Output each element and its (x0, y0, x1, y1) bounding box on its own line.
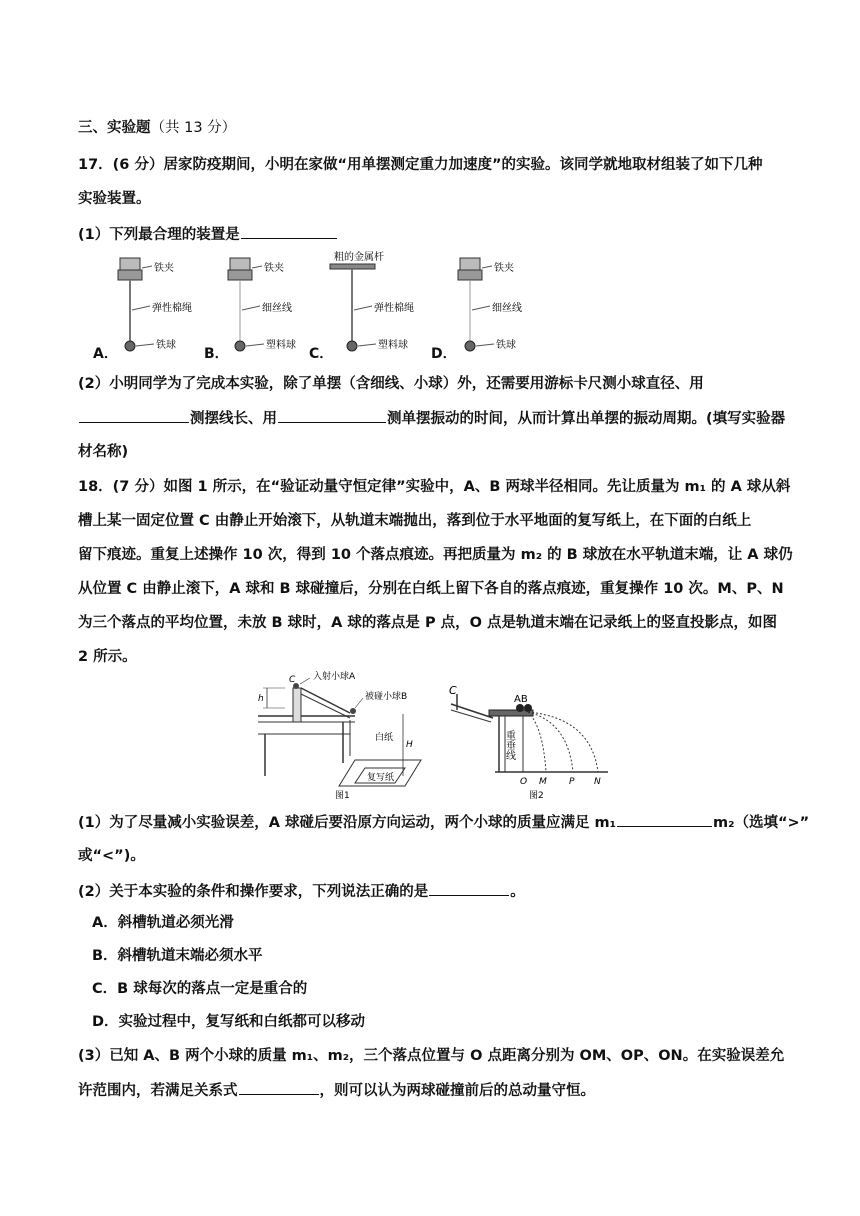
b-bottom-label: 塑料球 (266, 340, 296, 351)
c-top-label: 粗的金属杆 (334, 252, 384, 263)
c-bottom-label: 塑料球 (378, 340, 408, 351)
option-c-label[interactable]: C． (309, 346, 334, 362)
point-p-label: P (569, 777, 575, 787)
apparatus-d (458, 258, 522, 351)
q18-part1-line2: 或“<”)。 (78, 848, 145, 864)
choice-a[interactable]: A．斜槽轨道必须光滑 (92, 915, 234, 931)
fig1-caption: 图1 (335, 791, 350, 801)
answer-blank[interactable] (278, 408, 386, 423)
answer-blank[interactable] (617, 812, 712, 827)
b-mid-label: 细丝线 (262, 303, 292, 314)
fig2-caption: 图2 (529, 791, 544, 801)
q18-stem-line1: 18．(7 分）如图 1 所示，在“验证动量守恒定律”实验中，A、B 两球半径相同。先让质量为 m₁ 的 A 球从斜 (78, 479, 791, 495)
choice-b[interactable]: B．斜槽轨道末端必须水平 (92, 948, 263, 964)
c-mid-label: 弹性棉绳 (374, 303, 414, 314)
q18-stem-line4: 从位置 C 由静止滚下，A 球和 B 球碰撞后，分别在白纸上留下各自的落点痕迹，重复操作 10 次。M、P、N (78, 581, 784, 597)
plumb-line-label: 重垂线 (503, 730, 515, 760)
answer-blank[interactable] (239, 1080, 319, 1095)
fig2-c-label: C (449, 684, 457, 697)
point-m-label: M (539, 777, 547, 787)
q17-part2-line1: (2）小明同学为了完成本实验，除了单摆（含细线、小球）外，还需要用游标卡尺测小球直径、用 (78, 376, 704, 392)
q18-part1-line1 (78, 812, 809, 833)
b-top-label: 铁夹 (264, 263, 284, 274)
option-a-label[interactable]: A． (93, 346, 118, 362)
option-d-label[interactable]: D． (431, 346, 457, 362)
apparatus-c (330, 250, 414, 351)
fig2-ab-label: AB (514, 694, 528, 705)
point-n-label: N (594, 777, 601, 787)
a-mid-label: 弹性棉绳 (152, 303, 192, 314)
q17-part2-text-b: 测单摆振动的时间，从而计算出单摆的振动周期。(填写实验器 (387, 411, 786, 427)
fig1-c-label: C (289, 675, 296, 685)
q18-part2-text: (2）关于本实验的条件和操作要求，下列说法正确的是 (78, 884, 429, 900)
q18-stem-line5: 为三个落点的平均位置，未放 B 球时，A 球的落点是 P 点，O 点是轨道末端在记录纸上的竖直投影点，如图 (78, 615, 778, 631)
apparatus-a (118, 258, 192, 351)
d-bottom-label: 铁球 (496, 340, 516, 351)
d-top-label: 铁夹 (494, 263, 514, 274)
q17-stem-line2: 实验装置。 (78, 191, 151, 207)
figure-1 (255, 668, 445, 803)
q18-part2-end: 。 (510, 884, 525, 900)
choice-c[interactable]: C．B 球每次的落点一定是重合的 (92, 981, 308, 997)
section-points: （共 13 分） (150, 120, 237, 136)
choice-d[interactable]: D．实验过程中，复写纸和白纸都可以移动 (92, 1014, 366, 1030)
q17-part1-text: (1）下列最合理的装置是 (78, 227, 240, 243)
q18-stem-line3: 留下痕迹。重复上述操作 10 次，得到 10 个落点痕迹。再把质量为 m₂ 的 B 球放在水平轨道末端，让 A 球仍 (78, 547, 793, 563)
a-bottom-label: 铁球 (156, 340, 176, 351)
q18-stem-line2: 槽上某一固定位置 C 由静止开始滚下，从轨道末端抛出，落到位于水平地面的复写纸上，在下面的白纸上 (78, 513, 752, 529)
q17-stem-line1: 17．(6 分）居家防疫期间，小明在家做“用单摆测定重力加速度”的实验。该同学就地取材组装了如下几种 (78, 157, 763, 173)
q18-part3-text-b: ，则可以认为两球碰撞前后的总动量守恒。 (319, 1083, 595, 1099)
figure-2 (443, 682, 613, 802)
answer-blank[interactable] (429, 881, 509, 896)
a-top-label: 铁夹 (154, 263, 174, 274)
q17-part2-line2 (78, 408, 785, 429)
section-title: 三、实验题 (78, 120, 151, 136)
fig1-H-label: H (406, 740, 413, 750)
q18-part2 (78, 881, 525, 902)
q18-part3-text-a: 许范围内，若满足关系式 (78, 1083, 238, 1099)
fig1-h-label: h (258, 694, 264, 704)
d-mid-label: 细丝线 (492, 303, 522, 314)
q17-part1 (78, 224, 338, 245)
answer-blank[interactable] (241, 224, 337, 239)
q17-part2-text-a: 测摆线长、用 (190, 411, 277, 427)
incident-ball-label: 入射小球A (313, 672, 356, 682)
apparatus-b (228, 258, 296, 351)
q18-part3-line2 (78, 1080, 595, 1101)
q17-part2-line3: 材名称) (78, 444, 129, 460)
q18-part3-line1: (3）已知 A、B 两个小球的质量 m₁、m₂，三个落点位置与 O 点距离分别为 OM、OP、ON。在实验误差允 (78, 1048, 785, 1064)
white-paper-label: 白纸 (375, 733, 394, 743)
option-b-label[interactable]: B． (204, 346, 229, 362)
carbon-paper-label: 复写纸 (367, 773, 395, 783)
q18-part1-text-b: m₂（选填“>” (713, 815, 810, 831)
q18-stem-line6: 2 所示。 (78, 649, 137, 665)
q18-part1-text: (1）为了尽量减小实验误差，A 球碰后要沿原方向运动，两个小球的质量应满足 m₁ (78, 815, 616, 831)
answer-blank[interactable] (79, 408, 189, 423)
target-ball-label: 被碰小球B (365, 692, 408, 702)
section-heading (78, 118, 236, 138)
point-o-label: O (520, 777, 528, 787)
